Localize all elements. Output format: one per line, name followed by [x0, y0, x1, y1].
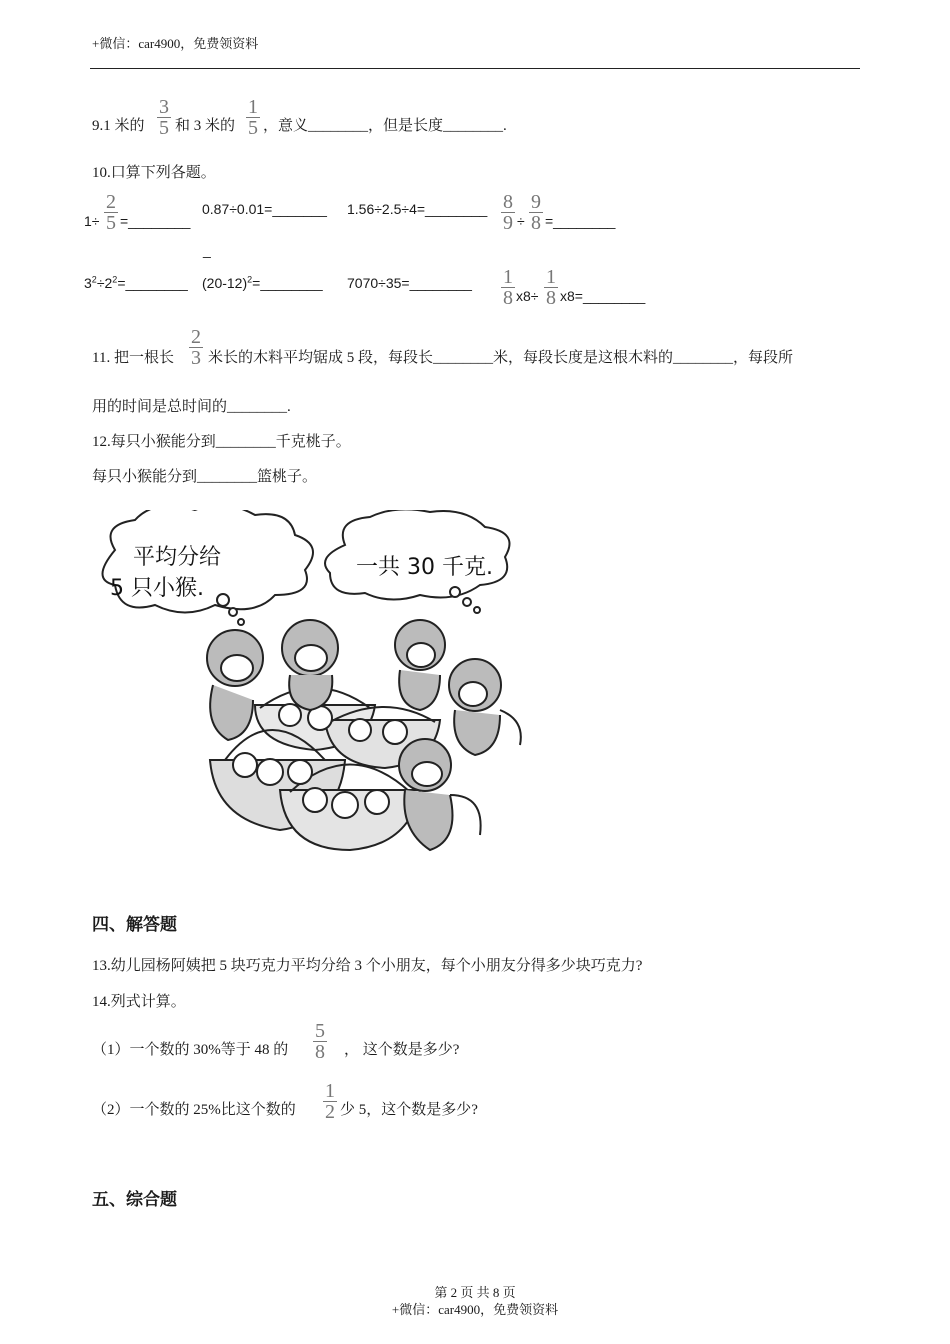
- q14-2-fraction: 1 2: [325, 1080, 335, 1123]
- q14-1-part-a: （1）一个数的 30%等于 48 的: [92, 1042, 289, 1058]
- monkey-4: [449, 659, 521, 755]
- q10-r1-d-end: =________: [545, 213, 616, 229]
- monkey-1: [207, 630, 263, 740]
- header-text: +微信：car4900，免费领资料: [92, 36, 259, 51]
- q10-r1-a-blank: =________: [120, 213, 191, 229]
- q10-r2-fraction-1: 1 8: [503, 266, 513, 309]
- q10-r2-fraction-2: 1 8: [546, 266, 556, 309]
- q9-fraction-2: 1 5: [248, 96, 258, 139]
- q11-fraction: 2 3: [191, 326, 201, 369]
- q12-line-1: 12.每只小猴能分到________千克桃子。: [92, 434, 351, 450]
- bubble-right-text: 一共 30 千克.: [356, 555, 493, 580]
- q10-r2-b: $(20-12)^2=\_\_\_\_\_\_\_\_$: [202, 274, 323, 291]
- q10-title: 10.口算下列各题。: [92, 165, 216, 181]
- bubble-left-line-2: 5 只小猴.: [110, 576, 204, 601]
- q11-part-a: 11. 把一根长: [92, 350, 174, 366]
- q11-part-b: 米长的木料平均锯成 5 段，每段长________米，每段长度是这根木料的________，每段所: [208, 350, 794, 366]
- q12-line-2: 每只小猴能分到________篮桃子。: [92, 469, 318, 485]
- q14-1-fraction: 5 8: [315, 1020, 325, 1063]
- q14-1-part-b: ， 这个数是多少?: [344, 1042, 460, 1058]
- q14-2-part-a: （2）一个数的 25%比这个数的: [92, 1102, 296, 1118]
- q9-fraction-1: 3 5: [159, 96, 169, 139]
- q13-text: 13.幼儿园杨阿姨把 5 块巧克力平均分给 3 个小朋友，每个小朋友分得多少块巧克力?: [92, 958, 643, 974]
- q9-part-a: 9.1 米的: [92, 118, 145, 134]
- q14-title: 14.列式计算。: [92, 994, 186, 1010]
- section-5-title: 五、综合题: [92, 1190, 177, 1210]
- q10-r1-fraction-2: 8 9: [503, 191, 513, 234]
- header-rule: [90, 68, 860, 69]
- q10-r1-fraction-3: 9 8: [531, 191, 541, 234]
- monkey-5: [399, 739, 481, 850]
- monkey-3: [395, 620, 445, 710]
- footer-page-number: 第 2 页 共 8 页: [434, 1285, 516, 1300]
- bubble-left-line-1: 平均分给: [133, 545, 222, 570]
- q9-part-c: ，意义________，但是长度________.: [263, 118, 507, 134]
- footer-text: +微信：car4900，免费领资料: [391, 1302, 559, 1317]
- q9-part-b: 和 3 米的: [175, 118, 236, 134]
- q10-r1-underscore: _: [203, 242, 211, 258]
- q11-line-2: 用的时间是总时间的________.: [92, 399, 291, 415]
- monkey-2: [282, 620, 338, 710]
- q10-r2-d-mid: x8÷: [516, 288, 539, 304]
- q10-r2-c: 7070÷35=________: [347, 275, 472, 291]
- q10-r1-a: 1÷: [84, 213, 100, 229]
- q10-r2-d-end: x8=________: [560, 288, 646, 304]
- q10-r1-d-mid: ÷: [517, 213, 525, 229]
- q10-r1-c: 1.56÷2.5÷4=________: [347, 201, 488, 217]
- q10-r2-a: $3^2\div 2^2=\_\_\_\_\_\_\_\_$: [84, 274, 188, 291]
- q10-r1-b: 0.87÷0.01=_______: [202, 201, 327, 217]
- q14-2-part-b: 少 5，这个数是多少?: [340, 1102, 478, 1118]
- q10-r1-fraction: 2 5: [106, 191, 116, 234]
- section-4-title: 四、解答题: [92, 915, 177, 935]
